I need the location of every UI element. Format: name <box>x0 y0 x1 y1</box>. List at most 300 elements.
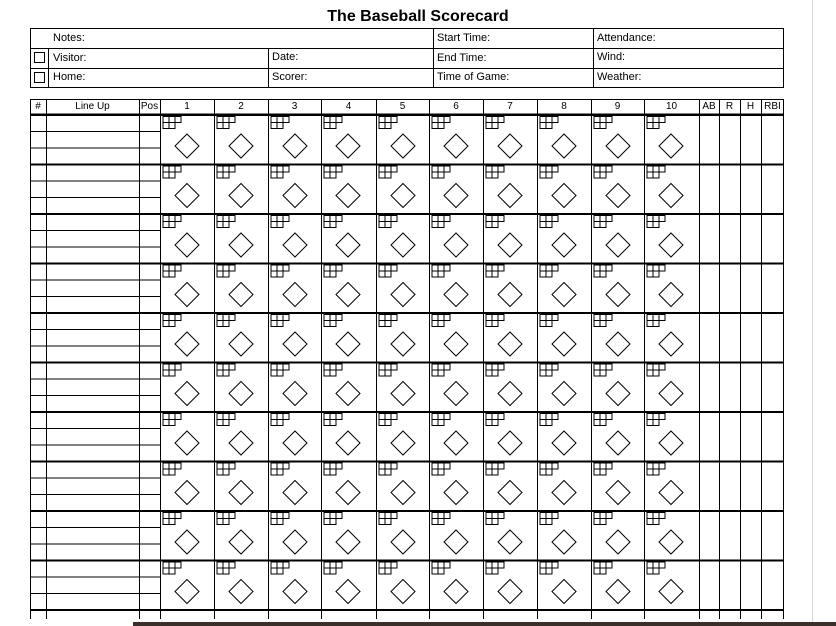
pitch-count-box <box>432 414 438 420</box>
pitch-count-box <box>283 414 289 420</box>
pitch-count-box <box>385 271 391 277</box>
pitch-count-box <box>594 117 600 123</box>
pitch-count-box <box>175 315 181 321</box>
pitch-count-box <box>336 117 342 123</box>
pitch-count-box <box>594 420 600 426</box>
wind-label: Wind: <box>597 51 626 63</box>
pitch-count-box <box>271 265 277 271</box>
pitch-count-box <box>169 265 175 271</box>
pitch-count-box <box>379 271 385 277</box>
pitch-count-box <box>600 513 606 519</box>
pitch-count-box <box>283 513 289 519</box>
pitch-count-box <box>385 469 391 475</box>
notes-label: Notes: <box>53 32 85 44</box>
base-diamond <box>659 332 683 356</box>
pitch-count-box <box>552 166 558 172</box>
base-diamond <box>552 481 576 505</box>
base-diamond <box>444 233 468 257</box>
pitch-count-box <box>277 315 283 321</box>
pitch-count-box <box>492 271 498 277</box>
attendance-label: Attendance: <box>597 32 656 44</box>
pitch-count-box <box>271 562 277 568</box>
pitch-count-box <box>324 172 330 178</box>
pitch-count-box <box>606 265 612 271</box>
base-diamond <box>552 134 576 158</box>
viewer-scrollbar[interactable] <box>133 622 836 626</box>
pitch-count-box <box>223 420 229 426</box>
pitch-count-box <box>169 568 175 574</box>
pitch-count-box <box>271 271 277 277</box>
pitch-count-box <box>385 222 391 228</box>
pitch-count-box <box>391 117 397 123</box>
pitch-count-box <box>432 123 438 129</box>
pitch-count-box <box>647 463 653 469</box>
pitch-count-box <box>492 364 498 370</box>
pitch-count-box <box>163 321 169 327</box>
pitch-count-box <box>330 370 336 376</box>
pitch-count-box <box>223 216 229 222</box>
pitch-count-box <box>438 265 444 271</box>
pitch-count-box <box>438 370 444 376</box>
pitch-count-box <box>175 414 181 420</box>
pitch-count-box <box>444 117 450 123</box>
base-diamond <box>606 580 630 604</box>
pitch-count-box <box>379 364 385 370</box>
pitch-count-box <box>647 265 653 271</box>
pitch-count-box <box>217 315 223 321</box>
pitch-count-box <box>324 321 330 327</box>
page-edge <box>812 0 813 626</box>
weather-label: Weather: <box>597 71 642 83</box>
pitch-count-box <box>492 321 498 327</box>
pitch-count-box <box>594 315 600 321</box>
pitch-count-box <box>277 414 283 420</box>
pitch-count-box <box>271 166 277 172</box>
pitch-count-box <box>169 172 175 178</box>
pitch-count-box <box>540 370 546 376</box>
pitch-count-box <box>336 463 342 469</box>
pitch-count-box <box>217 469 223 475</box>
pitch-count-box <box>486 420 492 426</box>
pitch-count-box <box>546 519 552 525</box>
base-diamond <box>552 233 576 257</box>
pitch-count-box <box>438 469 444 475</box>
pitch-count-box <box>546 414 552 420</box>
pitch-count-box <box>486 463 492 469</box>
pitch-count-box <box>277 216 283 222</box>
game-info-header <box>30 28 784 88</box>
pitch-count-box <box>594 562 600 568</box>
pitch-count-box <box>169 117 175 123</box>
pitch-count-box <box>540 562 546 568</box>
pitch-count-box <box>169 271 175 277</box>
base-diamond <box>498 233 522 257</box>
pitch-count-box <box>492 216 498 222</box>
pitch-count-box <box>552 315 558 321</box>
pitch-count-box <box>486 469 492 475</box>
pitch-count-box <box>492 370 498 376</box>
pitch-count-box <box>600 265 606 271</box>
pitch-count-box <box>379 216 385 222</box>
pitch-count-box <box>217 123 223 129</box>
pitch-count-box <box>606 463 612 469</box>
pitch-count-box <box>283 166 289 172</box>
pitch-count-box <box>438 172 444 178</box>
pitch-count-box <box>438 216 444 222</box>
pitch-count-box <box>492 117 498 123</box>
base-diamond <box>336 332 360 356</box>
pitch-count-box <box>330 166 336 172</box>
col-header-pos: Pos <box>140 101 159 112</box>
pitch-count-box <box>330 117 336 123</box>
pitch-count-box <box>486 370 492 376</box>
pitch-count-box <box>336 513 342 519</box>
pitch-count-box <box>594 469 600 475</box>
col-header-stat: AB <box>702 101 716 112</box>
base-diamond <box>175 283 199 307</box>
pitch-count-box <box>283 216 289 222</box>
pitch-count-box <box>391 265 397 271</box>
base-diamond <box>175 184 199 208</box>
pitch-count-box <box>391 315 397 321</box>
pitch-count-box <box>271 513 277 519</box>
pitch-count-box <box>432 172 438 178</box>
pitch-count-box <box>223 222 229 228</box>
base-diamond <box>552 332 576 356</box>
pitch-count-box <box>594 414 600 420</box>
pitch-count-box <box>653 166 659 172</box>
pitch-count-box <box>385 123 391 129</box>
pitch-count-box <box>600 469 606 475</box>
pitch-count-box <box>647 166 653 172</box>
col-header-stat: H <box>746 101 755 112</box>
pitch-count-box <box>385 519 391 525</box>
pitch-count-box <box>385 562 391 568</box>
pitch-count-box <box>546 463 552 469</box>
pitch-count-box <box>223 370 229 376</box>
pitch-count-box <box>653 519 659 525</box>
pitch-count-box <box>546 469 552 475</box>
pitch-count-box <box>552 562 558 568</box>
pitch-count-box <box>540 315 546 321</box>
base-diamond <box>229 233 253 257</box>
pitch-count-box <box>277 519 283 525</box>
pitch-count-box <box>552 463 558 469</box>
pitch-count-box <box>498 265 504 271</box>
pitch-count-box <box>444 414 450 420</box>
pitch-count-box <box>546 370 552 376</box>
pitch-count-box <box>540 321 546 327</box>
pitch-count-box <box>330 172 336 178</box>
pitch-count-box <box>169 123 175 129</box>
pitch-count-box <box>492 222 498 228</box>
pitch-count-box <box>385 265 391 271</box>
pitch-count-box <box>223 568 229 574</box>
pitch-count-box <box>385 117 391 123</box>
pitch-count-box <box>659 117 665 123</box>
pitch-count-box <box>647 568 653 574</box>
pitch-count-box <box>606 117 612 123</box>
pitch-count-box <box>336 265 342 271</box>
pitch-count-box <box>540 222 546 228</box>
pitch-count-box <box>379 562 385 568</box>
base-diamond <box>659 184 683 208</box>
pitch-count-box <box>330 364 336 370</box>
pitch-count-box <box>217 568 223 574</box>
pitch-count-box <box>223 271 229 277</box>
pitch-count-box <box>223 117 229 123</box>
pitch-count-box <box>653 321 659 327</box>
pitch-count-box <box>330 271 336 277</box>
pitch-count-box <box>540 420 546 426</box>
pitch-count-box <box>432 216 438 222</box>
pitch-count-box <box>271 519 277 525</box>
pitch-count-box <box>546 123 552 129</box>
pitch-count-box <box>594 321 600 327</box>
pitch-count-box <box>600 271 606 277</box>
pitch-count-box <box>277 117 283 123</box>
pitch-count-box <box>217 519 223 525</box>
base-diamond <box>391 233 415 257</box>
pitch-count-box <box>217 321 223 327</box>
pitch-count-box <box>486 271 492 277</box>
pitch-count-box <box>486 414 492 420</box>
pitch-count-box <box>594 265 600 271</box>
base-diamond <box>444 580 468 604</box>
base-diamond <box>391 431 415 455</box>
pitch-count-box <box>379 414 385 420</box>
pitch-count-box <box>444 315 450 321</box>
pitch-count-box <box>444 364 450 370</box>
pitch-count-box <box>653 216 659 222</box>
pitch-count-box <box>217 271 223 277</box>
pitch-count-box <box>492 568 498 574</box>
base-diamond <box>283 134 307 158</box>
pitch-count-box <box>163 222 169 228</box>
pitch-count-box <box>271 364 277 370</box>
pitch-count-box <box>163 420 169 426</box>
pitch-count-box <box>229 265 235 271</box>
pitch-count-box <box>217 166 223 172</box>
pitch-count-box <box>498 562 504 568</box>
col-header-inning: 8 <box>561 101 567 112</box>
pitch-count-box <box>498 166 504 172</box>
pitch-count-box <box>163 123 169 129</box>
pitch-count-box <box>647 117 653 123</box>
base-diamond <box>444 332 468 356</box>
pitch-count-box <box>229 562 235 568</box>
pitch-count-box <box>438 513 444 519</box>
base-diamond <box>391 184 415 208</box>
pitch-count-box <box>330 216 336 222</box>
base-diamond <box>444 134 468 158</box>
pitch-count-box <box>438 321 444 327</box>
pitch-count-box <box>600 414 606 420</box>
pitch-count-box <box>283 364 289 370</box>
pitch-count-box <box>647 519 653 525</box>
pitch-count-box <box>659 166 665 172</box>
base-diamond <box>175 481 199 505</box>
pitch-count-box <box>486 519 492 525</box>
pitch-count-box <box>169 562 175 568</box>
pitch-count-box <box>432 222 438 228</box>
pitch-count-box <box>492 519 498 525</box>
base-diamond <box>552 530 576 554</box>
pitch-count-box <box>385 364 391 370</box>
pitch-count-box <box>552 265 558 271</box>
pitch-count-box <box>653 568 659 574</box>
start-time-label: Start Time: <box>437 32 491 44</box>
pitch-count-box <box>659 315 665 321</box>
base-diamond <box>606 481 630 505</box>
base-diamond <box>283 431 307 455</box>
base-diamond <box>175 382 199 406</box>
pitch-count-box <box>498 315 504 321</box>
base-diamond <box>444 184 468 208</box>
pitch-count-box <box>324 265 330 271</box>
pitch-count-box <box>175 463 181 469</box>
pitch-count-box <box>594 166 600 172</box>
pitch-count-box <box>169 513 175 519</box>
pitch-count-box <box>324 315 330 321</box>
base-diamond <box>444 283 468 307</box>
pitch-count-box <box>594 222 600 228</box>
pitch-count-box <box>540 364 546 370</box>
pitch-count-box <box>277 568 283 574</box>
pitch-count-box <box>217 370 223 376</box>
pitch-count-box <box>653 414 659 420</box>
pitch-count-box <box>163 315 169 321</box>
base-diamond <box>498 332 522 356</box>
pitch-count-box <box>379 370 385 376</box>
pitch-count-box <box>432 315 438 321</box>
pitch-count-box <box>330 519 336 525</box>
pitch-count-box <box>647 222 653 228</box>
base-diamond <box>336 431 360 455</box>
pitch-count-box <box>492 562 498 568</box>
pitch-count-box <box>444 513 450 519</box>
pitch-count-box <box>492 315 498 321</box>
pitch-count-box <box>486 123 492 129</box>
pitch-count-box <box>283 562 289 568</box>
pitch-count-box <box>271 117 277 123</box>
pitch-count-box <box>223 414 229 420</box>
pitch-count-box <box>223 519 229 525</box>
visitor-checkbox[interactable] <box>34 52 45 63</box>
col-header-inning: 1 <box>184 101 190 112</box>
pitch-count-box <box>163 172 169 178</box>
pitch-count-box <box>217 265 223 271</box>
pitch-count-box <box>229 463 235 469</box>
pitch-count-box <box>486 315 492 321</box>
pitch-count-box <box>223 321 229 327</box>
pitch-count-box <box>647 315 653 321</box>
pitch-count-box <box>594 519 600 525</box>
pitch-count-box <box>163 513 169 519</box>
pitch-count-box <box>432 463 438 469</box>
pitch-count-box <box>492 123 498 129</box>
pitch-count-box <box>552 414 558 420</box>
col-header-inning: 7 <box>507 101 513 112</box>
pitch-count-box <box>653 513 659 519</box>
pitch-count-box <box>594 172 600 178</box>
pitch-count-box <box>540 172 546 178</box>
pitch-count-box <box>330 414 336 420</box>
base-diamond <box>175 134 199 158</box>
pitch-count-box <box>647 321 653 327</box>
pitch-count-box <box>163 370 169 376</box>
base-diamond <box>229 580 253 604</box>
pitch-count-box <box>546 117 552 123</box>
pitch-count-box <box>606 315 612 321</box>
pitch-count-box <box>385 420 391 426</box>
pitch-count-box <box>594 216 600 222</box>
pitch-count-box <box>438 562 444 568</box>
pitch-count-box <box>169 370 175 376</box>
pitch-count-box <box>540 271 546 277</box>
pitch-count-box <box>324 513 330 519</box>
pitch-count-box <box>647 172 653 178</box>
pitch-count-box <box>223 469 229 475</box>
col-header-inning: 3 <box>291 101 298 112</box>
base-diamond <box>336 233 360 257</box>
base-diamond <box>659 382 683 406</box>
base-diamond <box>552 431 576 455</box>
pitch-count-box <box>324 420 330 426</box>
pitch-count-box <box>594 463 600 469</box>
pitch-count-box <box>217 414 223 420</box>
pitch-count-box <box>438 117 444 123</box>
pitch-count-box <box>653 420 659 426</box>
pitch-count-box <box>277 562 283 568</box>
pitch-count-box <box>385 414 391 420</box>
base-diamond <box>659 530 683 554</box>
pitch-count-box <box>653 172 659 178</box>
home-checkbox[interactable] <box>34 72 45 83</box>
scoring-grid <box>30 99 784 619</box>
pitch-count-box <box>169 315 175 321</box>
pitch-count-box <box>600 222 606 228</box>
home-label: Home: <box>53 71 86 83</box>
pitch-count-box <box>163 519 169 525</box>
end-time-label: End Time: <box>437 52 487 64</box>
pitch-count-box <box>324 370 330 376</box>
col-header-inning: 5 <box>399 101 406 112</box>
pitch-count-box <box>432 271 438 277</box>
pitch-count-box <box>223 123 229 129</box>
pitch-count-box <box>659 513 665 519</box>
pitch-count-box <box>391 414 397 420</box>
pitch-count-box <box>600 321 606 327</box>
pitch-count-box <box>324 469 330 475</box>
pitch-count-box <box>552 513 558 519</box>
pitch-count-box <box>336 216 342 222</box>
scorer-label: Scorer: <box>272 71 308 83</box>
pitch-count-box <box>492 166 498 172</box>
pitch-count-box <box>653 463 659 469</box>
pitch-count-box <box>600 216 606 222</box>
base-diamond <box>391 134 415 158</box>
pitch-count-box <box>324 271 330 277</box>
pitch-count-box <box>438 315 444 321</box>
pitch-count-box <box>379 123 385 129</box>
pitch-count-box <box>324 364 330 370</box>
pitch-count-box <box>546 166 552 172</box>
pitch-count-box <box>498 513 504 519</box>
pitch-count-box <box>486 321 492 327</box>
pitch-count-box <box>379 321 385 327</box>
pitch-count-box <box>498 117 504 123</box>
